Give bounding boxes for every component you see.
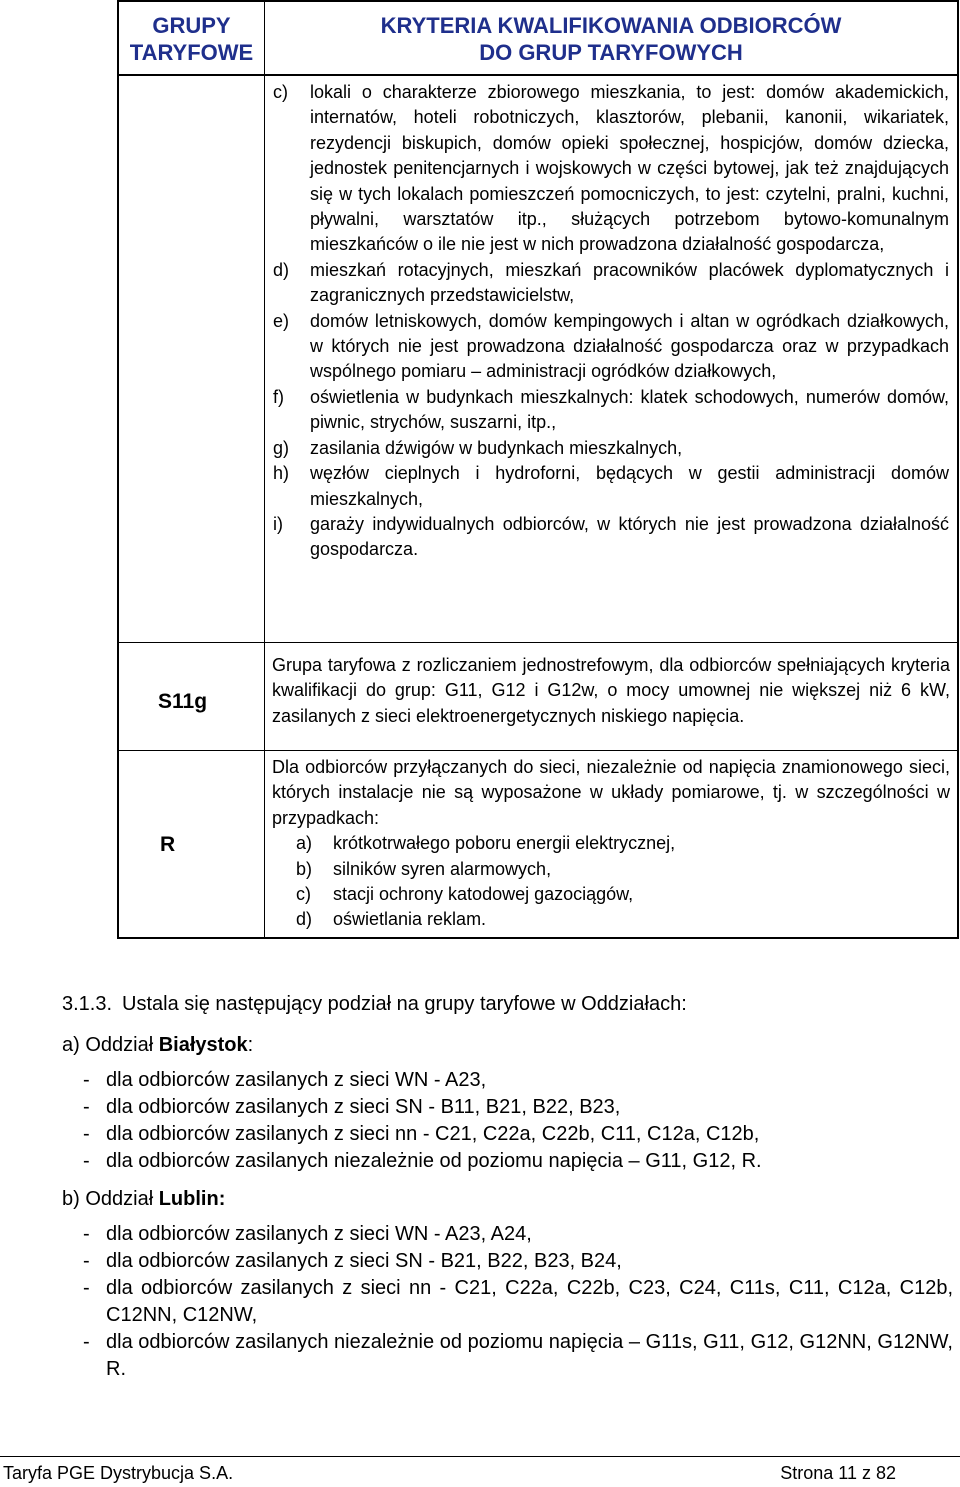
list-item-letter: h) [273,463,290,484]
section-number: 3.1.3. [62,993,113,1015]
header-groups-line1: GRUPY [152,13,231,38]
list-item [296,882,950,907]
list-item-text: dla odbiorców zasilanych z sieci nn - C21, C22a, C22b, C11, C12a, C12b, [106,1123,760,1145]
list-item-letter: b) [296,858,313,879]
list-item-text: dla odbiorców zasilanych z sieci SN - B11, B21, B22, B23, [106,1096,621,1118]
list-item-text: dla odbiorców zasilanych z sieci WN - A23, [106,1069,487,1091]
list-item: - dla odbiorców zasilanych z sieci WN - A23, [83,1069,487,1091]
list-item-text: silników syren alarmowych, [333,858,552,879]
list-item-letter: c) [273,82,288,102]
table-col-divider [264,0,265,938]
list-item-text: oświetlania reklam. [333,909,487,930]
list-item-letter: e) [273,310,290,331]
list-item-letter: f) [273,386,284,407]
branch-prefix: a) Oddział [62,1034,159,1056]
list-item-letter: d) [296,909,313,930]
section-title: Ustala się następujący podział na grupy taryfowe w Oddziałach: [122,993,687,1015]
branch-list-lublin [83,1221,953,1383]
table-row-divider-1 [117,642,959,643]
list-item-text: dla odbiorców zasilanych niezależnie od poziomu napięcia – G11, G12, R. [106,1150,762,1172]
list-item-text: oświetlenia w budynkach mieszkalnych: klatek schodowych, numerów domów, piwnic, strychów, suszarni, itp., [310,386,949,433]
list-item [273,80,949,258]
group-label-r: R [160,833,176,856]
list-item-text: domów letniskowych, domów kempingowych i altan w ogródkach działkowych, w których nie jest prowadzona działalność gospodarcza oraz w przypadkach wspólnego pomiaru – administracji ogródków działkowych, [310,310,949,382]
list-item-text: garaży indywidualnych odbiorców, w których nie jest prowadzona działalność gospodarcza. [310,513,949,560]
list-item-letter: a) [296,833,313,854]
list-item: - dla odbiorców zasilanych z sieci SN - B11, B21, B22, B23, [83,1096,621,1118]
list-item-text: stacji ochrony katodowej gazociągów, [333,884,634,905]
list-item [273,512,949,563]
list-item-text: dla odbiorców zasilanych z sieci WN - A23, A24, [106,1223,532,1245]
list-item: - dla odbiorców zasilanych z sieci SN - B21, B22, B23, B24, [83,1250,622,1272]
list-item: - dla odbiorców zasilanych z sieci WN - A23, A24, [83,1223,532,1245]
list-item: - dla odbiorców zasilanych z sieci nn - C21, C22a, C22b, C11, C12a, C12b, [83,1123,760,1145]
list-item-text: dla odbiorców zasilanych niezależnie od poziomu napięcia – G11s, G11, G12, G12NN, G12NW, R. [106,1331,953,1380]
list-item [273,309,949,385]
table-border-bottom [117,937,959,939]
branch-name: Lublin: [158,1188,226,1210]
list-item [296,831,950,856]
branch-heading-lublin [62,1188,225,1211]
list-item [273,385,949,436]
branch-heading-bialystok [62,1034,253,1057]
header-criteria-line1: KRYTERIA KWALIFIKOWANIA ODBIORCÓW [380,13,842,38]
group-description-r [272,755,950,933]
list-item [296,857,950,882]
list-item-letter: g) [273,437,290,458]
footer-divider [0,1456,960,1457]
section-heading [62,993,687,1016]
table-border-left [117,0,119,938]
list-item: - dla odbiorców zasilanych z sieci nn - C21, C22a, C22b, C23, C24, C11s, C11, C12a, C12b, C12NN, C12NW, [83,1277,953,1326]
table-header-divider [117,74,959,76]
list-item-text: dla odbiorców zasilanych z sieci SN - B21, B22, B23, B24, [106,1250,622,1272]
list-item: - dla odbiorców zasilanych niezależnie od poziomu napięcia – G11s, G11, G12, G12NN, G12NW, R. [83,1331,953,1380]
list-item-text: mieszkań rotacyjnych, mieszkań pracowników placówek dyplomatycznych i zagranicznych przedstawicielstw, [310,259,949,306]
list-item [273,461,949,512]
footer-company: Taryfa PGE Dystrybucja S.A. [3,1463,234,1483]
continued-criteria-list [273,80,949,563]
page-number: Strona 11 z 82 [780,1463,896,1483]
branch-list-bialystok [83,1067,953,1175]
list-item-text: węzłów cieplnych i hydroforni, będących w gestii administracji domów mieszkalnych, [310,463,949,509]
list-item-text: zasilania dźwigów w budynkach mieszkalnych, [310,437,683,458]
branch-suffix: : [247,1034,254,1056]
group-description-r-text: Dla odbiorców przyłączanych do sieci, niezależnie od napięcia znamionowego sieci, których instalacje nie są wyposażone w układy pomiarowe, tj. w szczególności w przypadkach: [272,757,950,828]
header-criteria [265,12,957,66]
table-border-top [117,0,959,2]
group-label-s11g: S11g [158,690,208,713]
list-item: - dla odbiorców zasilanych niezależnie od poziomu napięcia – G11, G12, R. [83,1150,762,1172]
list-item-letter: d) [273,259,290,280]
group-description-s11g: Grupa taryfowa z rozliczaniem jednostrefowym, dla odbiorców spełniających kryteria kwalifikacji do grup: G11, G12 i G12w, o mocy umownej nie większej niż 6 kW, zasilanych z sieci elektroenergetycznych niskiego napięcia. [272,655,950,726]
table-row-divider-2 [117,750,959,751]
list-item [273,258,949,309]
header-groups [119,12,264,66]
list-item-text: dla odbiorców zasilanych z sieci nn - C21, C22a, C22b, C23, C24, C11s, C11, C12a, C12b, C12NN, C12NW, [106,1277,953,1326]
r-cases-list [272,831,950,933]
list-item [296,907,950,932]
list-item-text: krótkotrwałego poboru energii elektrycznej, [333,833,676,854]
header-groups-line2: TARYFOWE [129,40,254,65]
branch-prefix: b) Oddział [62,1188,159,1210]
branch-name: Białystok [158,1034,248,1056]
table-border-right [957,0,959,938]
list-item-letter: i) [273,513,283,534]
header-criteria-line2: DO GRUP TARYFOWYCH [479,40,743,65]
list-item [273,436,949,461]
list-item-text: lokali o charakterze zbiorowego mieszkania, to jest: domów akademickich, internatów, hoteli robotniczych, klasztorów, plebanii, kanonii, wikariatek, rezydencji biskupich, domów opieki społecznej, hospicjów, domów dziecka, jednostek penitencjarnych i wojskowych w części bytowej, jak też znajdujących się w tych lokalach pomieszczeń pomocniczych, to jest: czytelni, pralni, kuchni, pływalni, warsztatów itp., służących potrzebom bytowo-komunalnym mieszkańców o ile nie jest w nich prowadzona działalność gospodarcza, [310,82,949,255]
list-item-letter: c) [296,884,311,905]
